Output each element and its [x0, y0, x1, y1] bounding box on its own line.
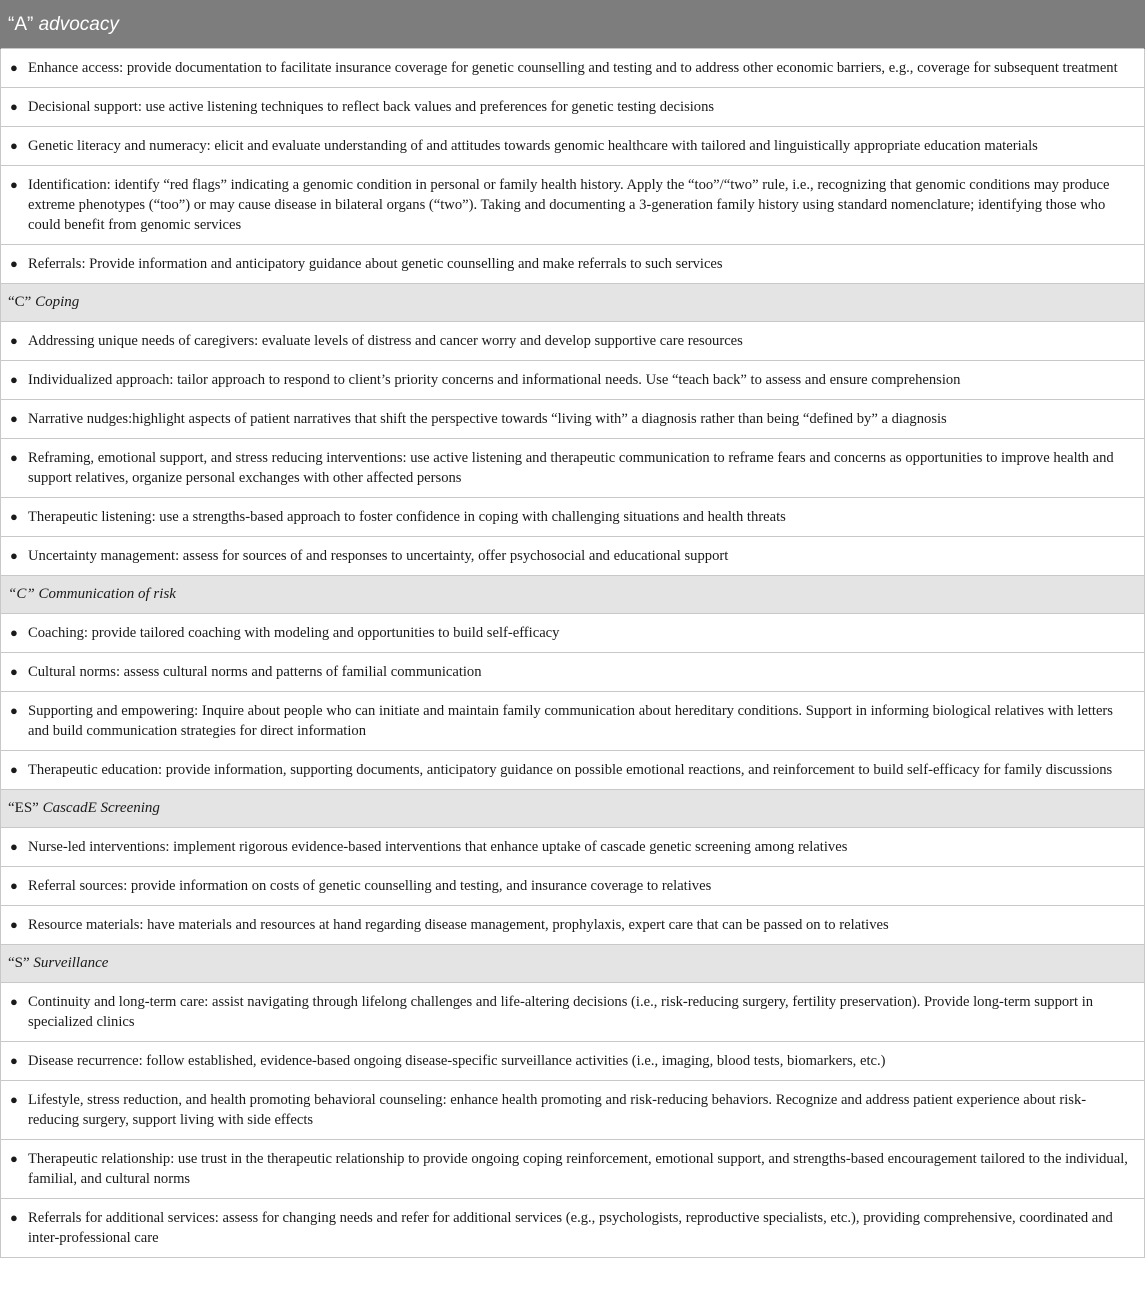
bullet-icon: ●: [10, 548, 18, 563]
row-text: Reframing, emotional support, and stress reducing interventions: use active listening and therapeutic communication to reframe fears and concerns as opportunities to improve health and support relatives, organize personal exchanges with other affected persons: [28, 450, 1114, 486]
table-row: [1, 88, 1145, 127]
bullet-icon: ●: [10, 625, 18, 640]
section-name: Coping: [35, 294, 80, 310]
table-row: [1, 245, 1145, 284]
row-cell: [1, 439, 1145, 498]
bullet-icon: ●: [10, 177, 18, 192]
section-title: [1, 576, 1145, 614]
section-name: CascadE Screening: [42, 800, 160, 816]
table-row: [1, 867, 1145, 906]
bullet-icon: ●: [10, 509, 18, 524]
bullet-icon: ●: [10, 256, 18, 271]
row-cell: [1, 1140, 1145, 1199]
row-text: Lifestyle, stress reduction, and health promoting behavioral counseling: enhance health promoting and risk-reducing behaviors. Recognize and address patient experience about risk-reducing surgery, support living with side effects: [28, 1092, 1087, 1128]
row-text: Addressing unique needs of caregivers: evaluate levels of distress and cancer worry and develop supportive care resources: [28, 333, 743, 349]
row-cell: [1, 614, 1145, 653]
section-title: [1, 790, 1145, 828]
table-row: [1, 498, 1145, 537]
bullet-icon: ●: [10, 60, 18, 75]
row-text: Narrative nudges:highlight aspects of patient narratives that shift the perspective towards “living with” a diagnosis rather than being “defined by” a diagnosis: [28, 411, 947, 427]
row-text: Identification: identify “red flags” indicating a genomic condition in personal or family health history. Apply the “too”/“two” rule, i.e., recognizing that genomic conditions may produce extreme phenotypes (“too”) or may cause disease in bilateral organs (“two”). Taking and documenting a 3-generation family history using standard nomenclature; identifying those who could benefit from genomic services: [28, 177, 1110, 233]
row-cell: [1, 361, 1145, 400]
row-cell: [1, 127, 1145, 166]
row-cell: [1, 322, 1145, 361]
table-row: [1, 439, 1145, 498]
table-row: [1, 906, 1145, 945]
row-cell: [1, 166, 1145, 245]
row-cell: [1, 537, 1145, 576]
table-row: [1, 653, 1145, 692]
section-header-cascade-screening: [1, 790, 1145, 828]
bullet-icon: ●: [10, 762, 18, 777]
bullet-icon: ●: [10, 333, 18, 348]
section-header-surveillance: [1, 945, 1145, 983]
bullet-icon: ●: [10, 1210, 18, 1225]
section-title: [1, 284, 1145, 322]
row-text: Genetic literacy and numeracy: elicit and evaluate understanding of and attitudes towards genomic healthcare with tailored and linguistically appropriate education materials: [28, 138, 1038, 154]
row-text: Therapeutic listening: use a strengths-based approach to foster confidence in coping with challenging situations and health threats: [28, 509, 786, 525]
bullet-icon: ●: [10, 839, 18, 854]
bullet-icon: ●: [10, 450, 18, 465]
bullet-icon: ●: [10, 703, 18, 718]
section-lead: “S”: [8, 955, 30, 971]
row-text: Referrals for additional services: assess for changing needs and refer for additional services (e.g., psychologists, reproductive specialists, etc.), providing comprehensive, coordinated and inter-professional care: [28, 1210, 1113, 1246]
bullet-icon: ●: [10, 138, 18, 153]
table-body: [1, 1, 1145, 1258]
bullet-icon: ●: [10, 878, 18, 893]
row-cell: [1, 88, 1145, 127]
table-row: [1, 1042, 1145, 1081]
bullet-icon: ●: [10, 372, 18, 387]
table-row: [1, 322, 1145, 361]
bullet-icon: ●: [10, 411, 18, 426]
row-cell: [1, 867, 1145, 906]
table-row: [1, 983, 1145, 1042]
row-text: Individualized approach: tailor approach to respond to client’s priority concerns and informational needs. Use “teach back” to assess and ensure comprehension: [28, 372, 961, 388]
row-cell: [1, 49, 1145, 88]
section-name: Surveillance: [33, 955, 109, 971]
row-text: Coaching: provide tailored coaching with modeling and opportunities to build self-efficacy: [28, 625, 560, 641]
bullet-icon: ●: [10, 1092, 18, 1107]
section-title: [1, 1, 1145, 49]
bullet-icon: ●: [10, 917, 18, 932]
row-text: Therapeutic relationship: use trust in the therapeutic relationship to provide ongoing coping reinforcement, emotional support, and strengths-based encouragement tailored to the individual, familial, and cultural norms: [28, 1151, 1128, 1187]
bullet-icon: ●: [10, 1053, 18, 1068]
section-title: [1, 945, 1145, 983]
row-text: Disease recurrence: follow established, evidence-based ongoing disease-specific surveillance activities (i.e., imaging, blood tests, biomarkers, etc.): [28, 1053, 886, 1069]
row-cell: [1, 245, 1145, 284]
row-text: Referral sources: provide information on costs of genetic counselling and testing, and insurance coverage to relatives: [28, 878, 712, 894]
table-row: [1, 1081, 1145, 1140]
table-row: [1, 751, 1145, 790]
row-text: Uncertainty management: assess for sources of and responses to uncertainty, offer psychosocial and educational support: [28, 548, 729, 564]
row-cell: [1, 692, 1145, 751]
table-row: [1, 692, 1145, 751]
section-name: “C” Communication of risk: [8, 586, 176, 602]
row-cell: [1, 498, 1145, 537]
section-name: advocacy: [38, 13, 119, 35]
table-row: [1, 537, 1145, 576]
bullet-icon: ●: [10, 664, 18, 679]
table-row: [1, 1199, 1145, 1258]
table-row: [1, 400, 1145, 439]
table-row: [1, 828, 1145, 867]
row-text: Enhance access: provide documentation to facilitate insurance coverage for genetic counselling and testing and to address other economic barriers, e.g., coverage for subsequent treatment: [28, 60, 1118, 76]
row-cell: [1, 906, 1145, 945]
row-text: Decisional support: use active listening techniques to reflect back values and preferences for genetic testing decisions: [28, 99, 715, 115]
row-text: Nurse-led interventions: implement rigorous evidence-based interventions that enhance uptake of cascade genetic screening among relatives: [28, 839, 848, 855]
row-text: Therapeutic education: provide information, supporting documents, anticipatory guidance on possible emotional reactions, and reinforcement to build self-efficacy for family discussions: [28, 762, 1113, 778]
section-lead: “ES”: [8, 800, 39, 816]
section-lead: “A”: [8, 13, 34, 35]
section-header-coping: [1, 284, 1145, 322]
row-cell: [1, 1199, 1145, 1258]
row-cell: [1, 1081, 1145, 1140]
row-text: Cultural norms: assess cultural norms and patterns of familial communication: [28, 664, 482, 680]
row-cell: [1, 983, 1145, 1042]
row-text: Continuity and long-term care: assist navigating through lifelong challenges and life-altering decisions (i.e., risk-reducing surgery, fertility preservation). Provide long-term support in specialized clinics: [28, 994, 1094, 1030]
bullet-icon: ●: [10, 994, 18, 1009]
row-text: Referrals: Provide information and anticipatory guidance about genetic counselling and make referrals to such services: [28, 256, 723, 272]
row-cell: [1, 828, 1145, 867]
row-text: Resource materials: have materials and resources at hand regarding disease management, prophylaxis, expert care that can be passed on to relatives: [28, 917, 889, 933]
bullet-icon: ●: [10, 99, 18, 114]
table-row: [1, 49, 1145, 88]
row-cell: [1, 653, 1145, 692]
table-row: [1, 127, 1145, 166]
section-header-communication-of-risk: [1, 576, 1145, 614]
table-row: [1, 1140, 1145, 1199]
table-row: [1, 166, 1145, 245]
row-cell: [1, 1042, 1145, 1081]
row-cell: [1, 400, 1145, 439]
table-row: [1, 614, 1145, 653]
table-row: [1, 361, 1145, 400]
section-lead: “C”: [8, 294, 32, 310]
section-header-advocacy: [1, 1, 1145, 49]
bullet-icon: ●: [10, 1151, 18, 1166]
row-cell: [1, 751, 1145, 790]
row-text: Supporting and empowering: Inquire about people who can initiate and maintain family communication about hereditary conditions. Support in informing biological relatives with letters and build communication strategies for direct information: [28, 703, 1113, 739]
